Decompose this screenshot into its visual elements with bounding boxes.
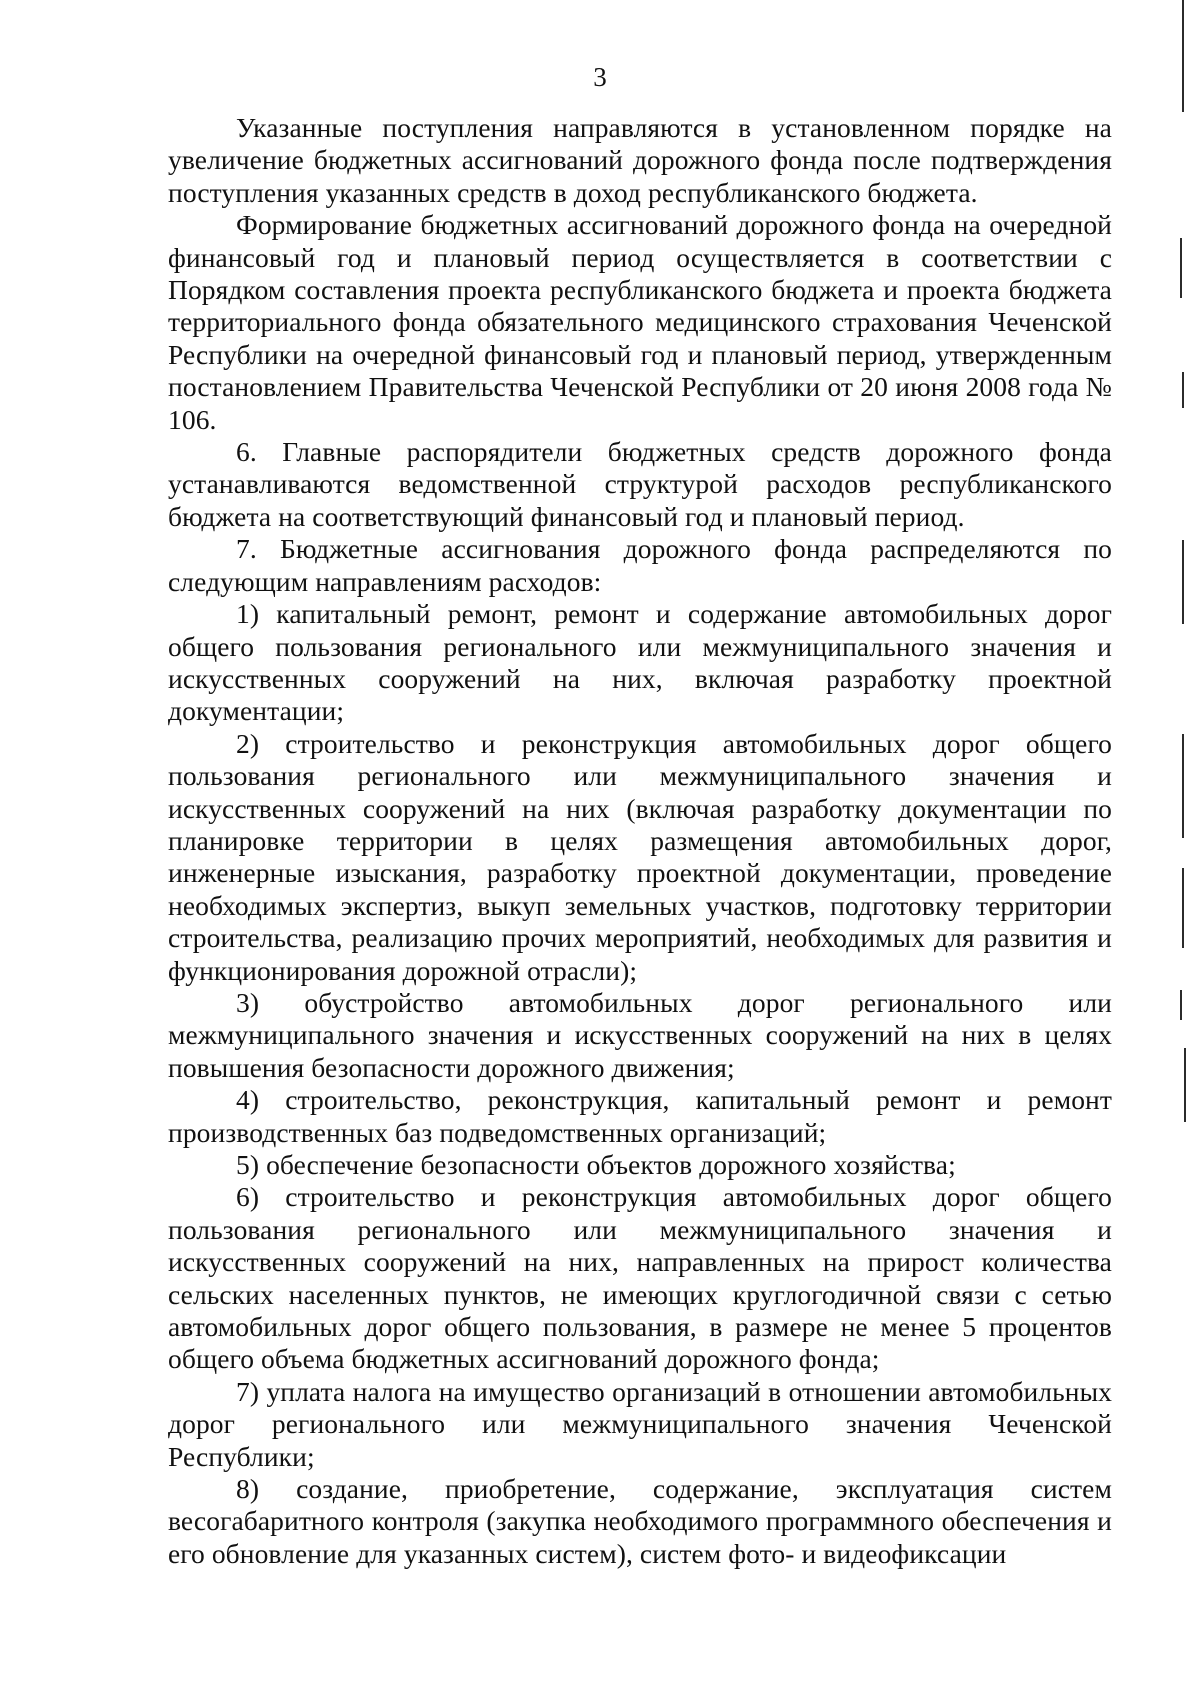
- scan-edge-mark: [1182, 540, 1184, 624]
- paragraph-budget-formation: Формирование бюджетных ассигнований дорожного фонда на очередной финансовый год и плановый период осуществляется в соответствии с Порядком составления проекта республиканского бюджета и проекта бюджета территориального фонда обязательного медицинского страхования Чеченской Республики на очередной финансовый год и плановый период, утвержденным постановлением Правительства Чеченской Республики от 20 июня 2008 года № 106.: [168, 209, 1112, 435]
- paragraph-item-6-main-administrators: 6. Главные распорядители бюджетных средств дорожного фонда устанавливаются ведомственной структурой расходов республиканского бюджета на соответствующий финансовый год и плановый период.: [168, 436, 1112, 532]
- scan-edge-mark: [1182, 734, 1184, 838]
- list-item-2-construction: 2) строительство и реконструкция автомобильных дорог общего пользования регионального или межмуниципального значения и искусственных сооружений на них (включая разработку документации по планировке территории в целях размещения автомобильных дорог, инженерные изыскания, разработку проектной документации, проведение необходимых экспертиз, выкуп земельных участков, подготовку территории строительства, реализацию прочих мероприятий, необходимых для развития и функционирования дорожной отрасли);: [168, 727, 1112, 986]
- paragraph-item-7-allocation: 7. Бюджетные ассигнования дорожного фонда распределяются по следующим направлениям расходов:: [168, 533, 1112, 597]
- scan-edge-mark: [1182, 868, 1184, 948]
- list-item-7-property-tax: 7) уплата налога на имущество организаций в отношении автомобильных дорог регионального или межмуниципального значения Чеченской Республики;: [168, 1375, 1112, 1472]
- scan-edge-mark: [1180, 238, 1182, 298]
- page-number: 3: [593, 62, 607, 92]
- scan-edge-mark: [1182, 0, 1184, 112]
- scan-edge-mark: [1182, 372, 1184, 408]
- paragraph-funding-receipts: Указанные поступления направляются в установленном порядке на увеличение бюджетных ассигнований дорожного фонда после подтверждения поступления указанных средств в доход республиканского бюджета.: [168, 112, 1112, 208]
- list-item-4-production-bases: 4) строительство, реконструкция, капитальный ремонт и ремонт производственных баз подведомственных организаций;: [168, 1084, 1112, 1148]
- scan-edge-mark: [1184, 1048, 1186, 1122]
- list-item-6-rural-roads: 6) строительство и реконструкция автомобильных дорог общего пользования регионального или межмуниципального значения и искусственных сооружений на них, направленных на прирост количества сельских населенных пунктов, не имеющих круглогодичной связи с сетью автомобильных дорог общего пользования, в размере не менее 5 процентов общего объема бюджетных ассигнований дорожного фонда;: [168, 1181, 1112, 1375]
- scan-edge-mark: [1180, 990, 1182, 1020]
- list-item-8-weight-control: 8) создание, приобретение, содержание, эксплуатация систем весогабаритного контроля (закупка необходимого программного обеспечения и его обновление для указанных систем), систем фото- и видеофиксации: [168, 1473, 1112, 1569]
- list-item-3-arrangement: 3) обустройство автомобильных дорог регионального или межмуниципального значения и искусственных сооружений на них в целях повышения безопасности дорожного движения;: [168, 986, 1112, 1083]
- document-body: [168, 112, 1112, 1570]
- list-item-5-safety: 5) обеспечение безопасности объектов дорожного хозяйства;: [236, 1149, 956, 1180]
- list-item-1-repair: 1) капитальный ремонт, ремонт и содержание автомобильных дорог общего пользования регионального или межмуниципального значения и искусственных сооружений на них, включая разработку проектной документации;: [168, 598, 1112, 727]
